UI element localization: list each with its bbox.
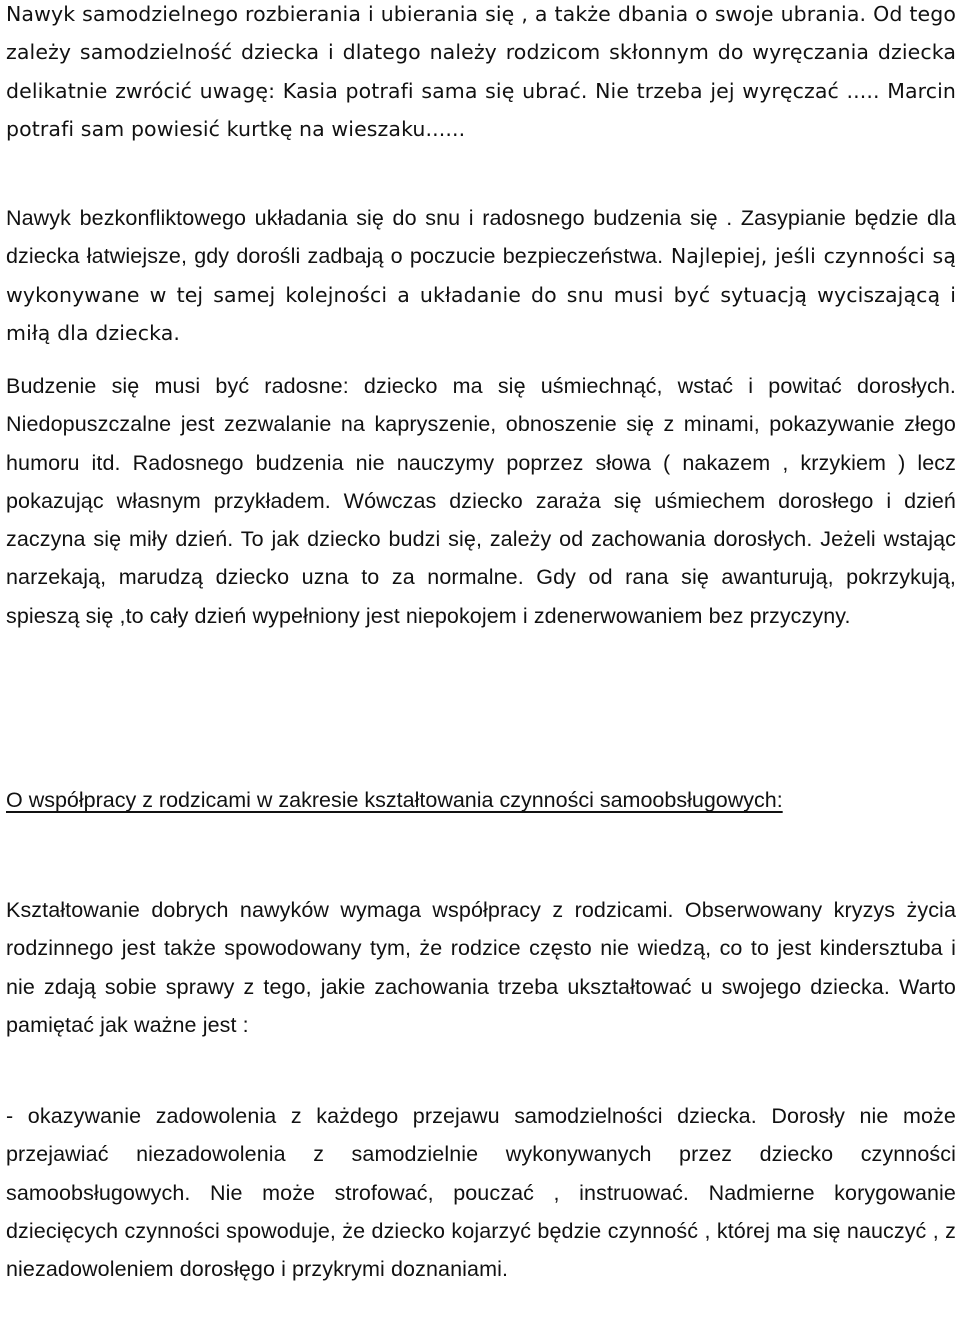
- paragraph-praise-list-item: - okazywanie zadowolenia z każdego przejawu samodzielności dziecka. Dorosły nie może przejawiać niezadowolenia z samodzielnie wykonywanych przez dziecko czynności samoobsługowych. Nie może strofować, pouczać , instruować. Nadmierne korygowanie dziecięcych czynności spowoduje, że dziecko kojarzyć będzie czynność , której ma się nauczyć , z niezadowoleniem dorosłęgo i przykrymi doznaniami.: [6, 1104, 956, 1282]
- paragraph-sleep-habit-part2: Najlepiej, jeśli czynności są wykonywane w tej samej kolejności a układanie do snu musi być sytuacją wyciszającą i miłą dla dziecka.: [6, 244, 956, 345]
- paragraph-sleep-habit-part1: Nawyk bezkonfliktowego układania się do snu i radosnego budzenia się . Zasypianie będzie dla dziecka łatwiejsze, gdy dorośli zadbają o poczucie bezpieczeństwa.: [6, 206, 956, 269]
- paragraph-waking-up: Budzenie się musi być radosne: dziecko ma się uśmiechnąć, wstać i powitać dorosłych. Niedopuszczalne jest zezwalanie na kapryszenie, obnoszenie się z minami, pokazywanie złego humoru itd. Radosnego budzenia nie nauczymy poprzez słowa ( nakazem , krzykiem ) lecz pokazując własnym przykładem. Wówczas dziecko zaraża się uśmiechem dorosłego i dzień zaczyna się miły dzień. To jak dziecko budzi się, zależy od zachowania dorosłych. Jeżeli wstając narzekają, marudzą dziecko uzna to za normalne. Gdy od rana się awanturują, pokrzykują, spieszą się ,to cały dzień wypełniony jest niepokojem i zdenerwowaniem bez przyczyny.: [6, 374, 956, 628]
- paragraph-dressing-habit: Nawyk samodzielnego rozbierania i ubierania się , a także dbania o swoje ubrania. Od tego zależy samodzielność dziecka i dlatego należy rodzicom skłonnym do wyręczania dziecka delikatnie zwrócić uwagę: Kasia potrafi sama się ubrać. Nie trzeba jej wyręczać ..... Marcin potrafi sam powiesić kurtkę na wieszaku......: [6, 2, 956, 141]
- section-heading: O współpracy z rodzicami w zakresie kształtowania czynności samoobsługowych:: [6, 788, 783, 812]
- paragraph-cooperation: Kształtowanie dobrych nawyków wymaga współpracy z rodzicami. Obserwowany kryzys życia rodzinnego jest także spowodowany tym, że rodzice często nie wiedzą, co to jest kindersztuba i nie zdają sobie sprawy z tego, jakie zachowania trzeba ukształtować u swojego dziecka. Warto pamiętać jak ważne jest :: [6, 898, 956, 1037]
- paragraph-sleep-habit: [6, 199, 956, 352]
